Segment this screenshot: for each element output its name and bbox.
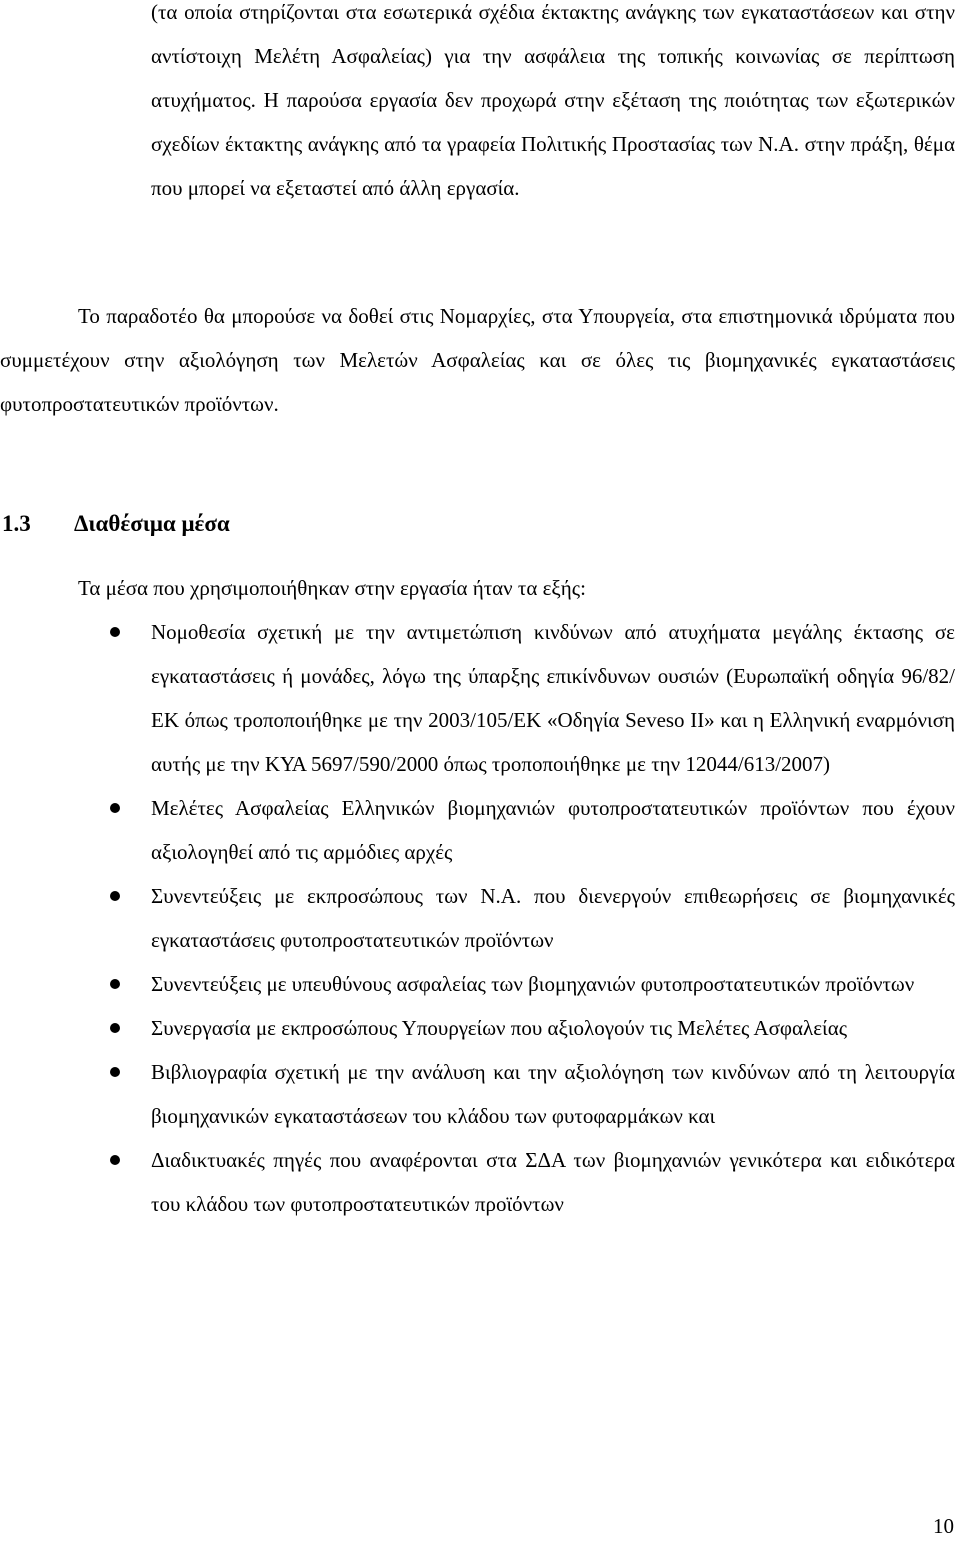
bullet-icon — [110, 891, 120, 901]
list-item — [0, 874, 955, 962]
paragraph-continuation: (τα οποία στηρίζονται στα εσωτερικά σχέδια έκτακτης ανάγκης των εγκαταστάσεων και στην αντίστοιχη Μελέτη Ασφαλείας) για την ασφάλεια της τοπικής κοινωνίας σε περίπτωση ατυχήματος. Η παρούσα εργασία δεν προχωρά στην εξέταση της ποιότητας των εξωτερικών σχεδίων έκτακτης ανάγκης από τα γραφεία Πολιτικής Προστασίας των Ν.Α. στην πράξη, θέμα που μπορεί να εξεταστεί από άλλη εργασία. — [151, 0, 955, 200]
bullet-icon — [110, 803, 120, 813]
list-item — [0, 962, 955, 1006]
page-number: 10 — [933, 1514, 954, 1538]
section-intro: Τα μέσα που χρησιμοποιήθηκαν στην εργασία ήταν τα εξής: — [78, 576, 586, 600]
bullet-icon — [110, 979, 120, 989]
list-item-text: Συνεντεύξεις με υπευθύνους ασφαλείας των βιομηχανιών φυτοπροστατευτικών προϊόντων — [151, 972, 915, 996]
section-number: 1.3 — [2, 511, 31, 536]
section-heading — [2, 502, 230, 546]
bullet-icon — [110, 1067, 120, 1077]
list-item-text: Συνεντεύξεις με εκπροσώπους των Ν.Α. που διενεργούν επιθεωρήσεις σε βιομηχανικές εγκαταστάσεις φυτοπροστατευτικών προϊόντων — [151, 884, 955, 952]
bullet-icon — [110, 1155, 120, 1165]
list-item-text: Νομοθεσία σχετική με την αντιμετώπιση κινδύνων από ατυχήματα μεγάλης έκτασης σε εγκαταστάσεις ή μονάδες, λόγω της ύπαρξης επικίνδυνων ουσιών (Ευρωπαϊκή οδηγία 96/82/ΕΚ όπως τροποποιήθηκε με την 2003/105/ΕΚ «Οδηγία Seveso II» και η Ελληνική εναρμόνιση αυτής με την ΚΥΑ 5697/590/2000 όπως τροποποιήθηκε με την 12044/613/2007) — [151, 620, 955, 776]
resources-list — [0, 610, 955, 1226]
list-item — [0, 1050, 955, 1138]
bullet-icon — [110, 1023, 120, 1033]
list-item — [0, 1138, 955, 1226]
list-item-text: Βιβλιογραφία σχετική με την ανάλυση και την αξιολόγηση των κινδύνων από τη λειτουργία βιομηχανικών εγκαταστάσεων του κλάδου των φυτοφαρμάκων και — [151, 1060, 955, 1128]
list-item — [0, 786, 955, 874]
list-item-text: Μελέτες Ασφαλείας Ελληνικών βιομηχανιών φυτοπροστατευτικών προϊόντων που έχουν αξιολογηθεί από τις αρμόδιες αρχές — [151, 796, 955, 864]
list-item-text: Συνεργασία με εκπροσώπους Υπουργείων που αξιολογούν τις Μελέτες Ασφαλείας — [151, 1016, 848, 1040]
list-item — [0, 1006, 955, 1050]
list-item — [0, 610, 955, 786]
section-title: Διαθέσιμα μέσα — [74, 511, 230, 536]
list-item-text: Διαδικτυακές πηγές που αναφέρονται στα ΣΔΑ των βιομηχανιών γενικότερα και ειδικότερα του κλάδου των φυτοπροστατευτικών προϊόντων — [151, 1148, 955, 1216]
paragraph-deliverable: Το παραδοτέο θα μπορούσε να δοθεί στις Νομαρχίες, στα Υπουργεία, στα επιστημονικά ιδρύματα που συμμετέχουν στην αξιολόγηση των Μελετών Ασφαλείας και σε όλες τις βιομηχανικές εγκαταστάσεις φυτοπροστατευτικών προϊόντων. — [0, 304, 955, 416]
bullet-icon — [110, 627, 120, 637]
